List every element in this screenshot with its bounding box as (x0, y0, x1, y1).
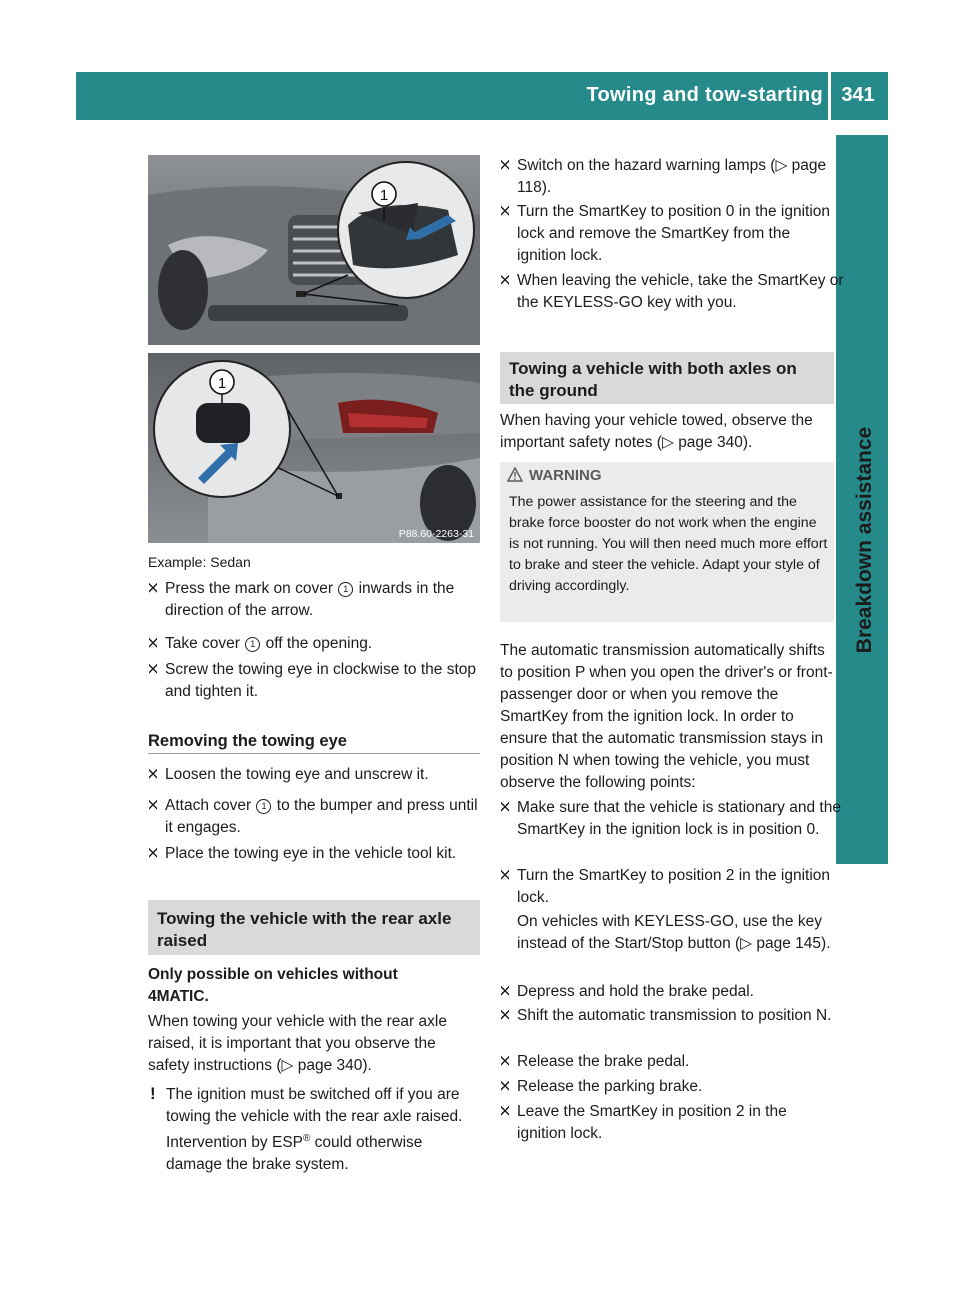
page-header (76, 72, 888, 120)
step-text: off the opening. (261, 635, 373, 652)
step-place-eye (148, 843, 485, 865)
rear-bumper-photo (148, 353, 480, 543)
callout-ref-1: 1 (338, 582, 353, 597)
side-tab-label-box (845, 380, 885, 700)
step-take-cover (148, 633, 480, 655)
header-divider (828, 72, 831, 120)
auto-transmission-text: The automatic transmission automatically shifts to position P when you open the driver's or front-passenger door or when you remove the SmartKey from the ignition lock. In order to ensure that the automatic transmission stays in position N when towing the vehicle, you must observe the following points: (500, 642, 833, 791)
step-release-parking: Release the parking brake. (500, 1076, 835, 1098)
rear-bumper-illustration (148, 353, 480, 543)
heading-rule (148, 753, 480, 754)
note-text (166, 1084, 472, 1176)
step-text: Take cover (165, 635, 245, 652)
step-text: Place the towing eye in the vehicle tool kit. (165, 845, 457, 862)
step-release-brake: Release the brake pedal. (500, 1051, 835, 1073)
step-shift-n: Shift the automatic transmission to position N. (500, 1005, 835, 1027)
exclamation-icon: ! (150, 1084, 156, 1103)
step-text: Press the mark on cover (165, 580, 338, 597)
step-depress-brake: Depress and hold the brake pedal. (500, 981, 835, 1003)
step-text: to the bumper and press until it engages. (165, 797, 478, 836)
registered-mark: ® (303, 1133, 311, 1144)
step-attach-cover (148, 795, 480, 839)
step-hazard-lamps: Switch on the hazard warning lamps (▷ page 118). (500, 155, 835, 199)
keyless-go-note: On vehicles with KEYLESS-GO, use the key instead of the Start/Stop button (▷ page 145). (517, 913, 831, 952)
callout-1-bottom: 1 (217, 375, 227, 392)
step-leave-key: Leave the SmartKey in position 2 in the ignition lock. (500, 1101, 835, 1145)
step-text: Screw the towing eye in clockwise to the stop and tighten it. (165, 661, 477, 700)
step-screw-eye (148, 659, 480, 703)
only-possible-text: Only possible on vehicles without 4MATIC. (148, 966, 398, 1005)
step-text: inwards in the direction of the arrow. (165, 580, 455, 619)
step-stationary: Make sure that the vehicle is stationary and the SmartKey in the ignition lock is in position 0. (500, 797, 851, 841)
warning-title: WARNING (529, 467, 602, 484)
step-press-cover (148, 578, 480, 622)
warning-triangle-icon (507, 467, 523, 482)
figure-code: P88.60-2263-31 (398, 528, 474, 540)
callout-ref-1: 1 (256, 799, 271, 814)
callout-ref-1: 1 (245, 637, 260, 652)
side-tab-label: Breakdown assistance (853, 426, 876, 654)
callout-1-top: 1 (379, 187, 389, 204)
rear-axle-heading: Towing the vehicle with the rear axle raised (157, 909, 452, 950)
warning-text: The power assistance for the steering and the brake force booster do not work when the engine is not running. You will then need much more effort to brake and steer the vehicle. Adapt your style of driving accordingly. (509, 494, 828, 594)
note-text-part: could otherwise damage the brake system. (166, 1134, 423, 1174)
step-loosen-eye (148, 764, 480, 786)
header-title: Towing and tow-starting (586, 84, 823, 106)
front-bumper-photo (148, 155, 480, 345)
step-take-key: When leaving the vehicle, take the SmartKey or the KEYLESS-GO key with you. (500, 270, 851, 314)
removing-heading: Removing the towing eye (148, 732, 347, 750)
when-having-text: When having your vehicle towed, observe the important safety notes (▷ page 340). (500, 412, 813, 451)
note-text-part: The ignition must be switched off if you are towing the vehicle with the rear axle raised. Intervention by ESP (166, 1086, 463, 1152)
when-towing-text: When towing your vehicle with the rear axle raised, it is important that you observe the safety instructions (▷ page 340). (148, 1013, 447, 1074)
both-axles-heading: Towing a vehicle with both axles on the ground (509, 359, 797, 400)
step-text: Loosen the towing eye and unscrew it. (165, 766, 429, 783)
step-turn-key-0: Turn the SmartKey to position 0 in the ignition lock and remove the SmartKey from the ignition lock. (500, 201, 835, 267)
step-turn-key-2: Turn the SmartKey to position 2 in the ignition lock. (500, 865, 835, 909)
front-bumper-illustration (148, 155, 480, 345)
step-text: Attach cover (165, 797, 256, 814)
figure-caption: Example: Sedan (148, 554, 251, 570)
page-number: 341 (841, 84, 875, 106)
